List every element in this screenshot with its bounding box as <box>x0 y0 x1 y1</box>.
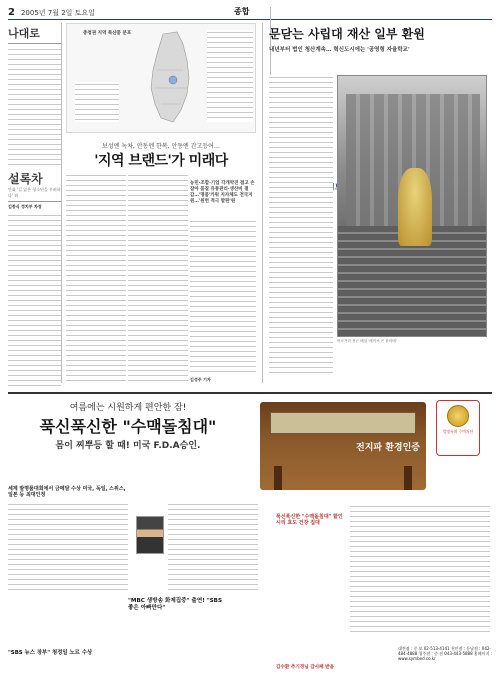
column-body <box>8 47 61 167</box>
issue-date: 2005년 7월 2일 토요일 <box>20 8 95 17</box>
left-column <box>8 23 62 383</box>
bed-leg-left <box>274 466 282 490</box>
ad-award-title: 세계 발명품대회에서 금메달 수상 미국, 독일, 스위스, 일본 등 최대인정 <box>8 486 126 498</box>
column2-title: 설록차 <box>8 172 43 186</box>
ad-tagline: 여름에는 시원하게 편안한 잠! <box>69 403 187 413</box>
bed-text: 전지파 환경인증 <box>356 443 420 453</box>
page-number: 2 <box>8 7 15 18</box>
medal-label: 발명특허 수맥차단 <box>442 429 474 434</box>
bed-leg-right <box>404 466 412 490</box>
column-title: 나대로 <box>8 23 61 44</box>
news-photo <box>337 75 487 337</box>
advertisement <box>8 392 492 683</box>
feature-headline: '지역 브랜드'가 미래다 <box>94 153 228 169</box>
right-article <box>262 23 492 383</box>
column2-subtitle: 만화 '길 잃은 청소년을 우려하다' 외 <box>8 187 61 202</box>
korea-map-icon <box>143 30 197 126</box>
section-label: 종합 <box>234 7 250 16</box>
ad-headline: 푹신푹신한 "수맥돌침대" <box>39 417 217 436</box>
right-headline: 문닫는 사립대 재산 일부 환원 <box>269 27 425 41</box>
mattress-image <box>270 412 416 434</box>
feature-subhead-2: 농민·조합·기업 각개약진 접고 손잡아 품질 유통관리·생산비 절감…'명품'키워 지자체도 전국지원…'원헌 적극 발판'원 <box>190 181 255 204</box>
ad-body-right <box>350 504 490 634</box>
ad-red-footer: 김수환 추기경님 감사패 받음 <box>276 665 335 670</box>
feature-body-col3 <box>190 219 256 375</box>
ad-subline: 몸이 찌뿌등 할 때! 미국 F.D.A승인. <box>55 441 201 451</box>
right-body-col1 <box>269 75 333 375</box>
ad-red-title: 푹신푹신한 "수맥돌침대" 할인시리 효도 건강 집대 <box>276 514 343 527</box>
photo-caption: 어르거리 전근 배설 '레이브 은 윤리테' <box>337 339 397 343</box>
ad-mbc-note: "MBC 생방송 화제집중" 출연! "SBS 좋은 아빠만다" <box>128 598 222 611</box>
feature-byline: 김성주 기자 <box>190 377 211 382</box>
person-photo <box>136 516 164 554</box>
page-header <box>8 6 492 20</box>
column2-byline: 김종식 정치부 차장 <box>8 204 42 209</box>
map-title: 충청권 지역 특산품 분포 <box>83 31 132 36</box>
bed-image <box>260 402 426 490</box>
ad-body-left <box>8 502 128 594</box>
infographic-map <box>66 23 256 133</box>
statue-image <box>398 168 432 246</box>
map-legend <box>75 82 119 122</box>
right-subhead: 내년부터 법인 청산계속… 혁신도시에는 '공영형 자율학교' <box>269 47 410 53</box>
ad-body-mid <box>168 502 258 594</box>
column2-body <box>8 213 61 389</box>
medal-circle <box>447 405 469 427</box>
ad-address: 대전점 : 중 보 02-513-4141 천안점 : 동남점 : 042-484-4888 청주점 : 중 점 043-443-5888 홈페이지 : www.symbed.co.kr <box>398 646 492 662</box>
feature-article <box>66 23 256 383</box>
award-medal-icon <box>436 400 480 456</box>
ad-sbs-note: "SBS 뉴스 장부" 청정일 노르 수상 <box>8 650 93 656</box>
map-list <box>207 30 253 122</box>
feature-body-col1 <box>66 173 126 383</box>
feature-body-col2 <box>128 173 188 383</box>
feature-subhead: 보성엔 녹차, 안동엔 한복, 안동엔 간고등어… <box>102 143 220 150</box>
